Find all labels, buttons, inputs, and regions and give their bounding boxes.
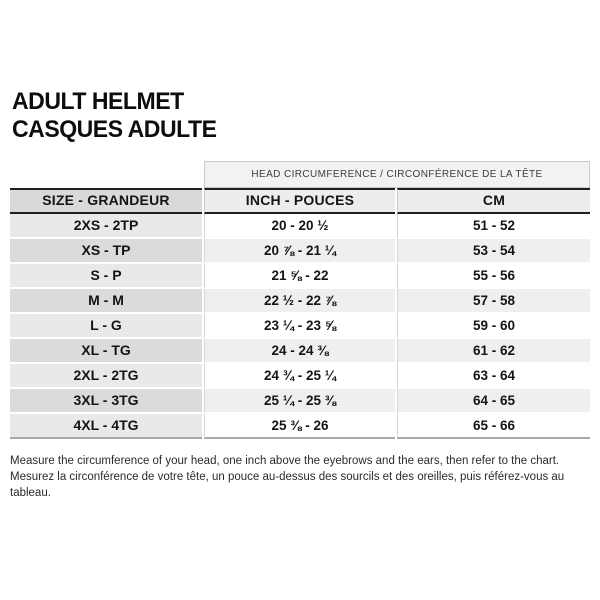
- cm-cell: 51 - 52: [397, 214, 590, 239]
- size-cell: XL - TG: [10, 339, 202, 364]
- cm-cell: 53 - 54: [397, 239, 590, 264]
- footer-note-en: Measure the circumference of your head, one inch above the eyebrows and the ears, then refer to the chart.: [10, 455, 560, 467]
- inch-cell: 20 ⅞ - 21 ¼: [204, 239, 395, 264]
- size-cell: 2XS - 2TP: [10, 214, 202, 239]
- sizing-table: [10, 161, 590, 439]
- footer-notes: [10, 453, 594, 501]
- cm-cell: 65 - 66: [397, 414, 590, 439]
- inch-cell: 24 - 24 ⅜: [204, 339, 395, 364]
- page-title-en: ADULT HELMET: [12, 88, 184, 115]
- inch-cell: 20 - 20 ½: [204, 214, 395, 239]
- inch-cell: 24 ¾ - 25 ¼: [204, 364, 395, 389]
- page-title: [12, 88, 216, 144]
- cm-cell: 57 - 58: [397, 289, 590, 314]
- column-header-size: SIZE - GRANDEUR: [10, 188, 202, 214]
- size-cell: M - M: [10, 289, 202, 314]
- size-cell: XS - TP: [10, 239, 202, 264]
- size-cell: S - P: [10, 264, 202, 289]
- cm-cell: 61 - 62: [397, 339, 590, 364]
- inch-cell: 25 ¼ - 25 ⅜: [204, 389, 395, 414]
- column-header-cm: CM: [397, 188, 590, 214]
- inch-cell: 23 ¼ - 23 ⅝: [204, 314, 395, 339]
- size-cell: 3XL - 3TG: [10, 389, 202, 414]
- table-band-header: HEAD CIRCUMFERENCE / CIRCONFÉRENCE DE LA TÊTE: [204, 161, 590, 188]
- column-header-inch: INCH - POUCES: [204, 188, 395, 214]
- size-cell: 4XL - 4TG: [10, 414, 202, 439]
- cm-cell: 59 - 60: [397, 314, 590, 339]
- footer-note-fr: Mesurez la circonférence de votre tête, un pouce au-dessus des sourcils et des oreilles, puis référez-vous au tableau.: [10, 471, 565, 499]
- cm-cell: 64 - 65: [397, 389, 590, 414]
- page-title-fr: CASQUES ADULTE: [12, 116, 217, 143]
- band-spacer: [10, 161, 202, 188]
- size-cell: 2XL - 2TG: [10, 364, 202, 389]
- inch-cell: 25 ⅜ - 26: [204, 414, 395, 439]
- inch-cell: 21 ⅝ - 22: [204, 264, 395, 289]
- cm-cell: 63 - 64: [397, 364, 590, 389]
- inch-cell: 22 ½ - 22 ⅞: [204, 289, 395, 314]
- cm-cell: 55 - 56: [397, 264, 590, 289]
- size-cell: L - G: [10, 314, 202, 339]
